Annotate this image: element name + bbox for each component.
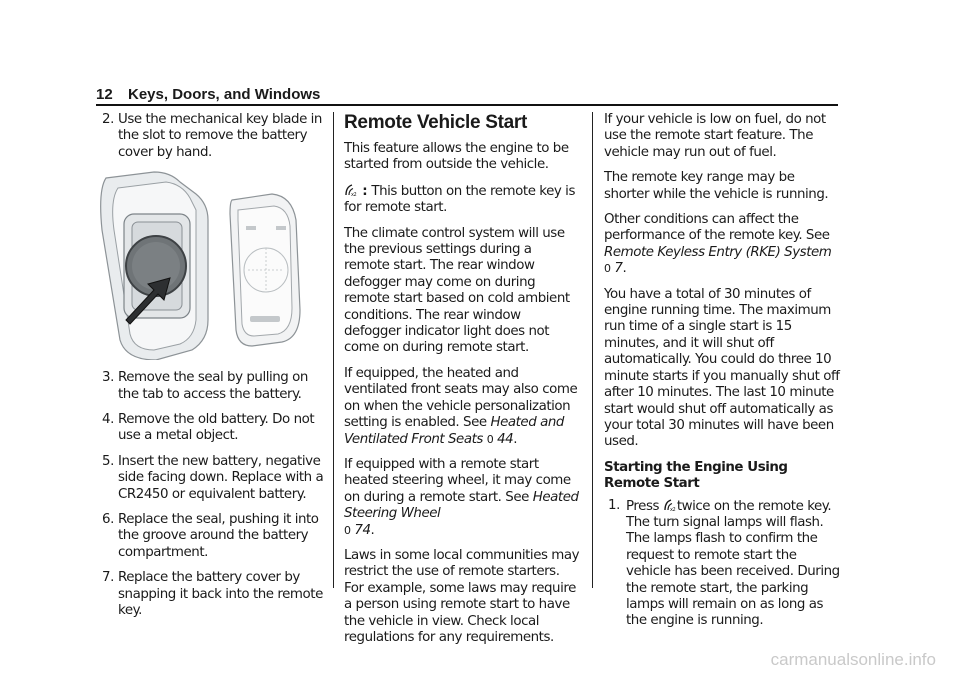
paragraph-text: This button on the remote key is for remote start. bbox=[344, 183, 575, 216]
step-6 bbox=[96, 512, 324, 561]
cross-reference-link[interactable]: Heated and Ventilated Front Seats bbox=[344, 415, 564, 447]
paragraph: You have a total of 30 minutes of engine running time. The maximum run time of a single start is 15 minutes, and it will shut off automatically. You could do three 10 minute starts if you manually shut off after 10 minutes. The last 10 minute start would shut off automatically as your total 30 minutes will have been used. bbox=[604, 286, 840, 450]
colon: : bbox=[358, 183, 372, 199]
step-3 bbox=[96, 370, 324, 403]
key-fob-illustration bbox=[96, 170, 306, 360]
paragraph-seats: If equipped, the heated and ventilated front seats may also come on when the vehicle personalization setting is enabled. See Heated and Ventilated Front Seats 0 44. bbox=[344, 365, 578, 447]
page-number: 12 bbox=[96, 86, 113, 103]
watermark: carmanualsonline.info bbox=[770, 650, 936, 669]
step-number: 3. bbox=[102, 370, 114, 386]
column-divider-left bbox=[333, 112, 334, 588]
step-4 bbox=[96, 412, 324, 445]
battery-cover-illustration bbox=[96, 170, 306, 360]
step-text: Remove the old battery. Do not use a metal object. bbox=[118, 412, 315, 444]
step-text-pre: Press bbox=[626, 498, 659, 514]
section-title: Keys, Doors, and Windows bbox=[128, 86, 321, 103]
step-text: Replace the seal, pushing it into the groove around the battery compartment. bbox=[118, 512, 319, 560]
remote-start-icon bbox=[663, 498, 677, 512]
step-text-post: twice on the remote key. The turn signal lamps will flash. The lamps flash to confirm the request to remote start the vehicle has been received. During the remote start, the parking lamps will remain on as long as the engine is running. bbox=[626, 498, 840, 629]
page-reference[interactable]: 7 bbox=[614, 261, 623, 277]
remote-start-button-paragraph bbox=[344, 183, 580, 217]
svg-text:x2: x2 bbox=[351, 191, 357, 197]
step-text: Remove the seal by pulling on the tab to access the battery. bbox=[118, 370, 308, 402]
paragraph: This feature allows the engine to be started from outside the vehicle. bbox=[344, 141, 569, 173]
cross-reference-link[interactable]: Heated Steering Wheel bbox=[344, 489, 579, 522]
section-heading: Remote Vehicle Start bbox=[344, 112, 528, 133]
step-number: 6. bbox=[102, 512, 114, 528]
step-number: 1. bbox=[608, 497, 620, 513]
step-number: 4. bbox=[102, 412, 114, 428]
cross-reference-link[interactable]: Remote Keyless Entry (RKE) System bbox=[604, 244, 832, 260]
step-7 bbox=[96, 570, 324, 619]
step-text: Use the mechanical key blade in the slot to remove the battery cover by hand. bbox=[118, 112, 322, 160]
page-reference[interactable]: 74 bbox=[354, 522, 371, 538]
paragraph: The climate control system will use the previous settings during a remote start. The rear window defogger may come on during remote start based on cold ambient conditions. The rear window defogger indicator light does not come on during remote start. bbox=[344, 225, 570, 356]
step-text: Insert the new battery, negative side facing down. Replace with a CR2450 or equivalent battery. bbox=[118, 453, 324, 502]
subheading: Starting the Engine Using Remote Start bbox=[604, 459, 788, 492]
step-5 bbox=[96, 454, 324, 503]
column-1 bbox=[96, 112, 324, 629]
paragraph: Laws in some local communities may restrict the use of remote starters. For example, some laws may require a person using remote start to have the vehicle in view. Check local regulations for any requirements. bbox=[344, 547, 580, 645]
page-reference[interactable]: 44 bbox=[497, 431, 514, 447]
column-3 bbox=[604, 112, 840, 639]
page-arrow-icon: 0 bbox=[486, 432, 494, 446]
paragraph: If your vehicle is low on fuel, do not use the remote start feature. The vehicle may run out of fuel. bbox=[604, 112, 826, 160]
step-number: 2. bbox=[102, 112, 114, 127]
paragraph: The remote key range may be shorter while the vehicle is running. bbox=[604, 170, 829, 202]
paragraph-steering: If equipped with a remote start heated steering wheel, it may come on during a remote start. See Heated Steering Wheel 0 74. bbox=[344, 456, 579, 538]
svg-text:x2: x2 bbox=[669, 506, 676, 512]
remote-start-icon bbox=[344, 183, 358, 197]
step-number: 7. bbox=[102, 570, 114, 586]
step-number: 5. bbox=[102, 453, 114, 469]
step-text: Replace the battery cover by snapping it back into the remote key. bbox=[118, 570, 323, 619]
step-1 bbox=[604, 498, 840, 630]
paragraph-text: If equipped with a remote start heated steering wheel, it may come on during a remote start. See bbox=[344, 456, 571, 505]
column-2 bbox=[344, 112, 580, 655]
paragraph-text: If equipped, the heated and ventilated front seats may also come on when the vehicle personalization setting is enabled. See bbox=[344, 365, 578, 431]
step-text bbox=[626, 498, 840, 630]
paragraph-rke: Other conditions can affect the performance of the remote key. See Remote Keyless Entry (RKE) System 0 7. bbox=[604, 212, 832, 277]
page-header bbox=[96, 86, 838, 104]
page-arrow-icon: 0 bbox=[344, 523, 351, 537]
column-divider-right bbox=[592, 112, 593, 588]
page-arrow-icon: 0 bbox=[604, 262, 611, 276]
step-2 bbox=[96, 112, 324, 161]
paragraph-text: Other conditions can affect the performance of the remote key. See bbox=[604, 212, 830, 244]
header-rule bbox=[96, 104, 838, 106]
